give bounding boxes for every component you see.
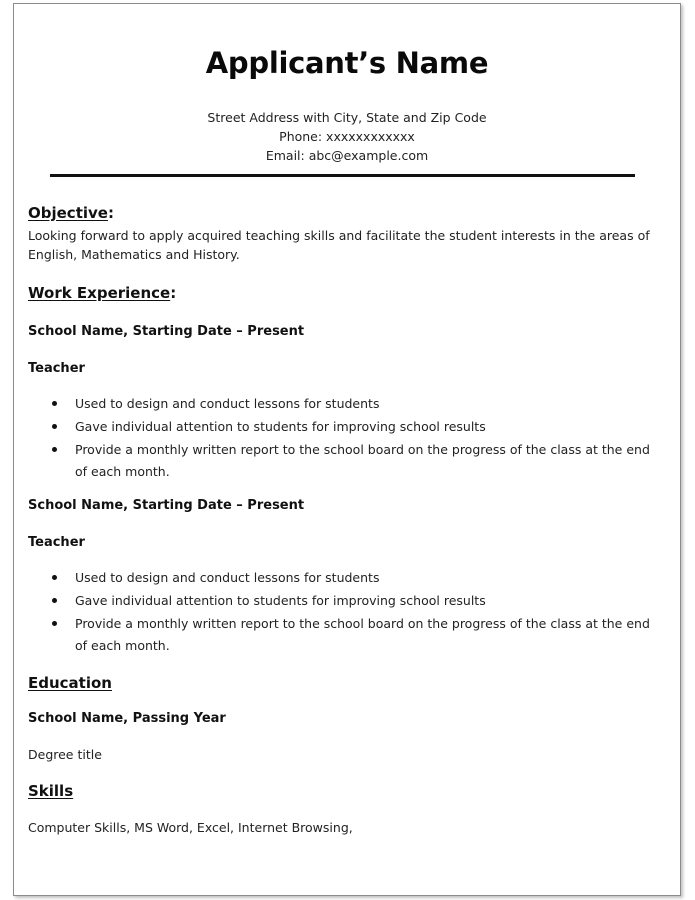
- job-2-bullet-3-line-1: Provide a monthly written report to the school board on the progress of the class at the end: [75, 616, 650, 631]
- skills-heading-label: Skills: [28, 782, 74, 800]
- skills-heading: [28, 782, 73, 800]
- education-heading: [28, 674, 112, 692]
- job-2-role: Teacher: [28, 535, 85, 550]
- job-1-bullet-3-line-2: of each month.: [75, 464, 170, 479]
- bullet-icon: [52, 598, 57, 603]
- job-1-bullet-1: Used to design and conduct lessons for students: [75, 396, 380, 411]
- job-2-bullet-2: Gave individual attention to students for improving school results: [75, 593, 486, 608]
- education-school: School Name, Passing Year: [28, 711, 226, 726]
- job-1-role: Teacher: [28, 361, 85, 376]
- job-2-bullet-3-line-2: of each month.: [75, 638, 170, 653]
- resume-page: [13, 3, 681, 896]
- skills-text: Computer Skills, MS Word, Excel, Internet Browsing,: [28, 820, 353, 835]
- education-degree: Degree title: [28, 747, 102, 762]
- bullet-icon: [52, 424, 57, 429]
- objective-line-1: Looking forward to apply acquired teaching skills and facilitate the student interests in the areas of: [28, 228, 650, 243]
- header-divider: [50, 174, 635, 177]
- bullet-icon: [52, 401, 57, 406]
- objective-heading-label: Objective: [28, 204, 108, 222]
- job-1-bullet-3-line-1: Provide a monthly written report to the school board on the progress of the class at the end: [75, 442, 650, 457]
- phone-line: Phone: xxxxxxxxxxxx: [279, 129, 415, 144]
- job-2-bullet-1: Used to design and conduct lessons for students: [75, 570, 380, 585]
- bullet-icon: [52, 575, 57, 580]
- applicant-name: Applicant’s Name: [205, 46, 489, 80]
- work-experience-heading-colon: :: [170, 284, 177, 302]
- work-experience-heading: [28, 284, 176, 302]
- objective-line-2: English, Mathematics and History.: [28, 247, 240, 262]
- education-heading-label: Education: [28, 674, 112, 692]
- email-line: Email: abc@example.com: [265, 148, 429, 163]
- job-2-employer: School Name, Starting Date – Present: [28, 498, 305, 513]
- job-1-bullet-2: Gave individual attention to students for improving school results: [75, 419, 486, 434]
- bullet-icon: [52, 447, 57, 452]
- job-1-employer: School Name, Starting Date – Present: [28, 324, 305, 339]
- objective-heading: [28, 204, 114, 222]
- bullet-icon: [52, 621, 57, 626]
- address-line: Street Address with City, State and Zip Code: [207, 110, 487, 125]
- work-experience-heading-label: Work Experience: [28, 284, 171, 302]
- objective-heading-colon: :: [107, 204, 114, 222]
